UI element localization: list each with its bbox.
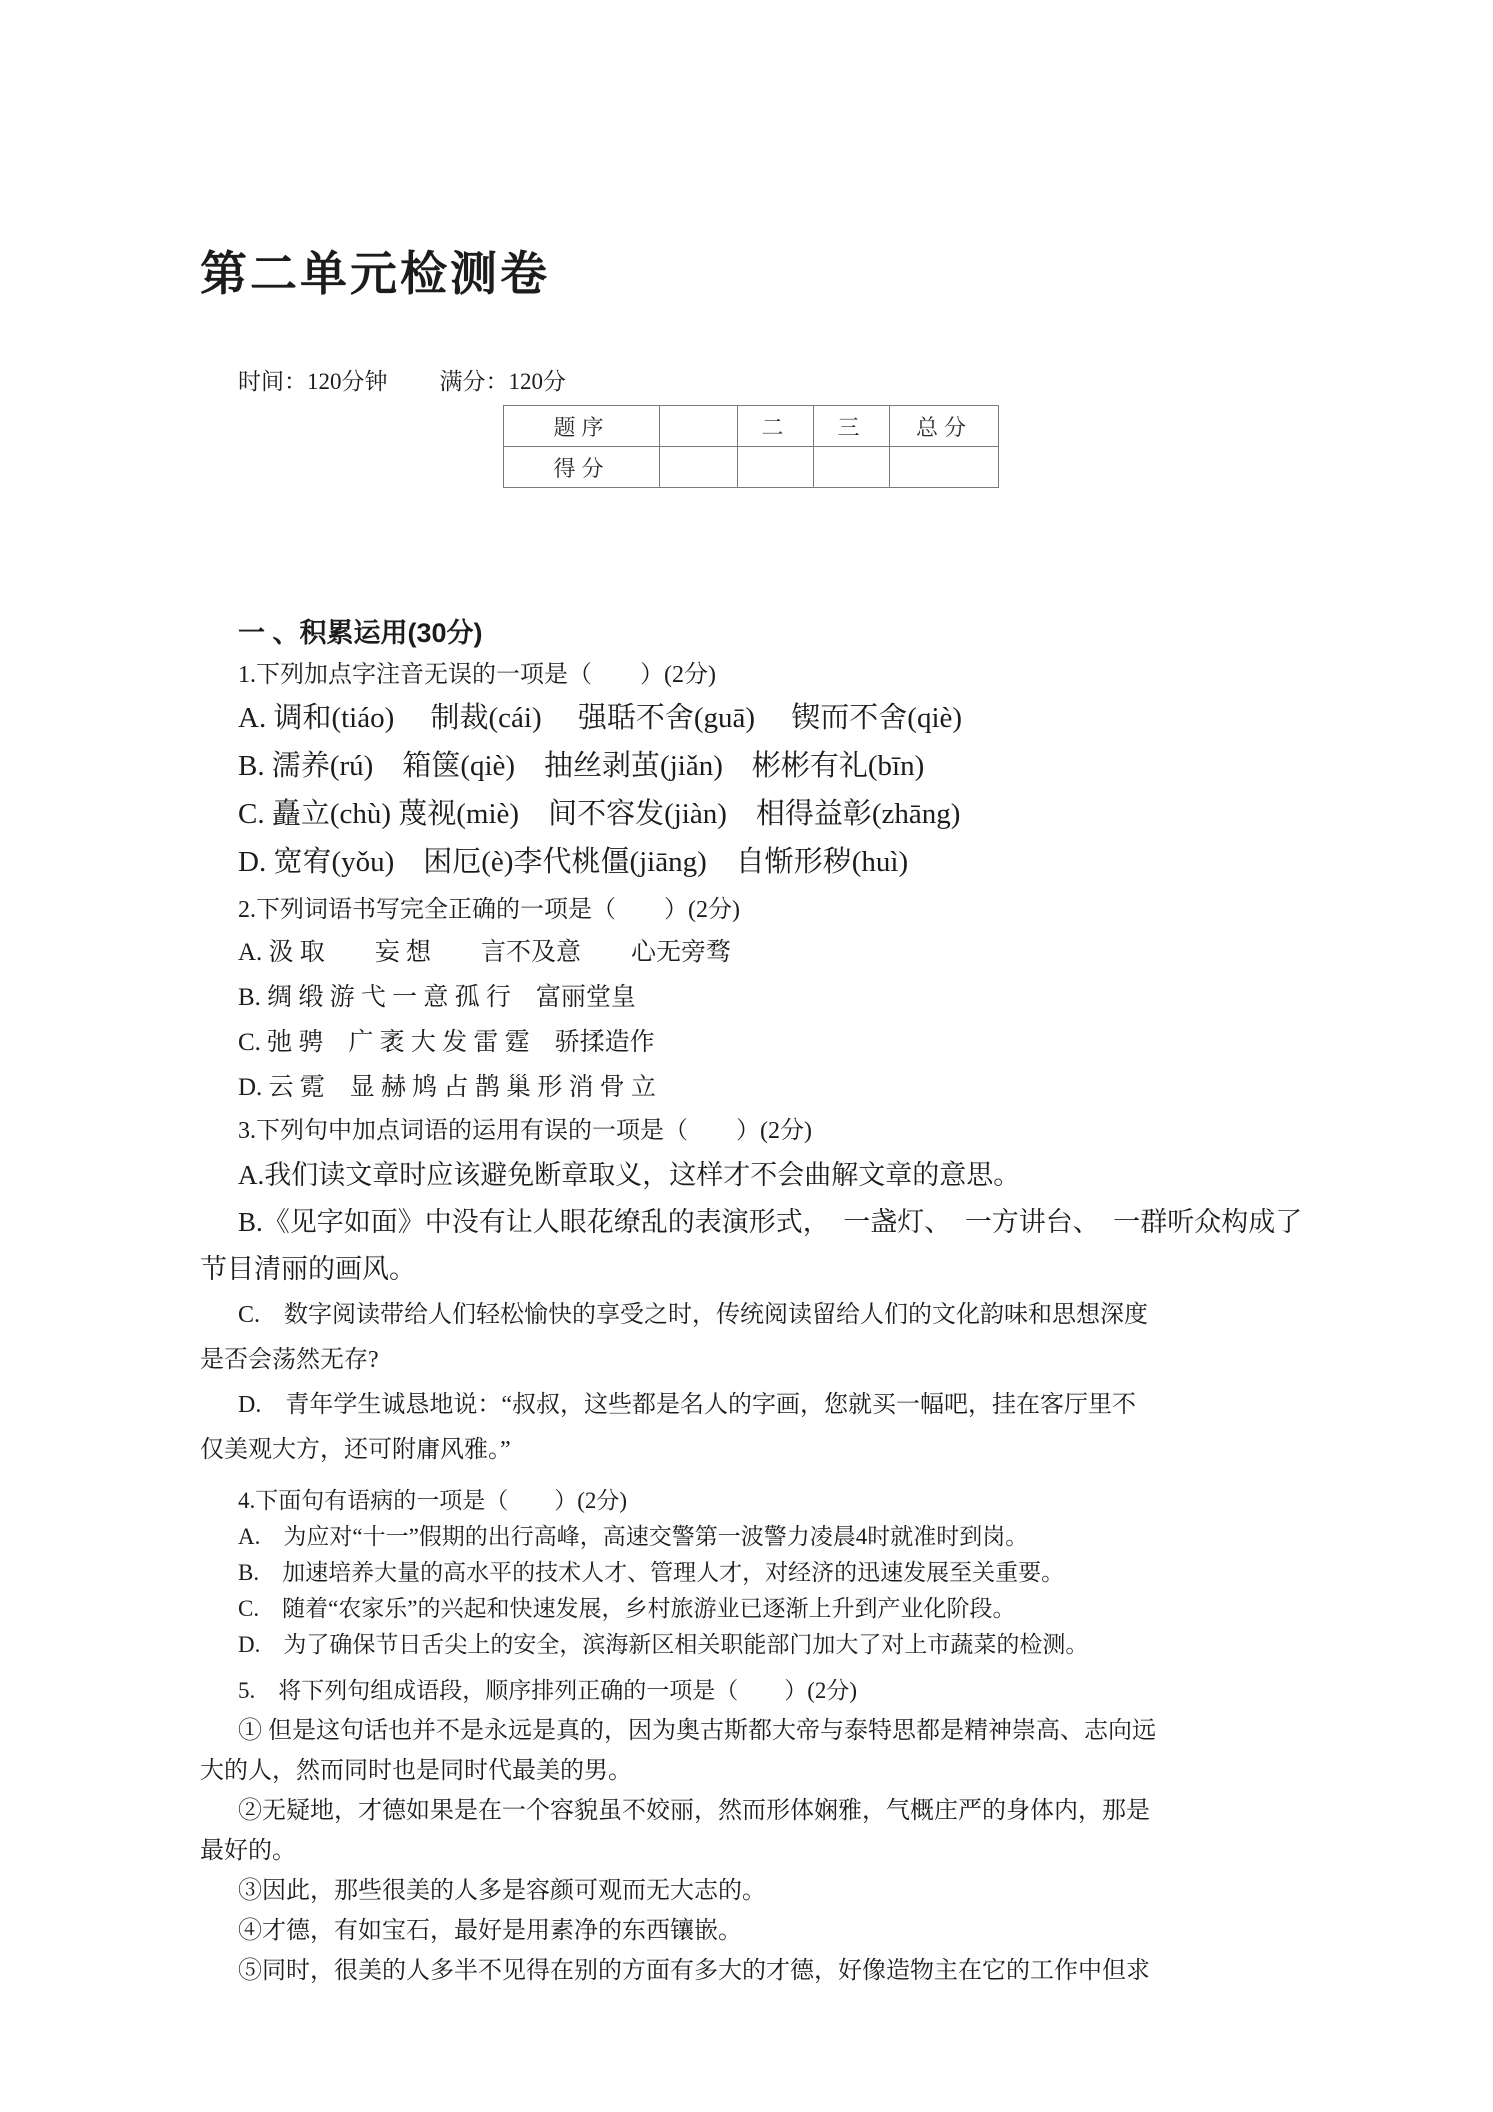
question-4-stem: 4.下面句有语病的一项是（ ）(2分) <box>238 1488 628 1513</box>
question-5-sentence-1-line1: ① 但是这句话也并不是永远是真的，因为奥古斯都大帝与泰特思都是精神崇高、志向远 <box>238 1718 1156 1744</box>
score-blank-cell-4 <box>890 447 999 488</box>
question-5-sentence-3: ③因此，那些很美的人多是容颜可观而无大志的。 <box>238 1878 766 1904</box>
score-table-header-row <box>504 406 999 447</box>
question-1-option-c: C. 矗立(chù) 蔑视(miè) 间不容发(jiàn) 相得益彰(zhāng) <box>238 798 961 830</box>
question-4-option-b: B. 加速培养大量的高水平的技术人才、管理人才，对经济的迅速发展至关重要。 <box>238 1560 1065 1585</box>
question-5-sentence-2-line2: 最好的。 <box>200 1838 296 1864</box>
question-1-option-d: D. 宽宥(yǒu) 困厄(è)李代桃僵(jiāng) 自惭形秽(huì) <box>238 846 909 878</box>
score-table-cell-part3: 三 <box>814 406 890 447</box>
question-2-option-c: C. 弛 骋 广 袤 大 发 雷 霆 骄揉造作 <box>238 1029 655 1056</box>
question-4-option-d: D. 为了确保节日舌尖上的安全，滨海新区相关职能部门加大了对上市蔬菜的检测。 <box>238 1632 1089 1657</box>
question-5-sentence-4: ④才德，有如宝石，最好是用素净的东西镶嵌。 <box>238 1918 742 1944</box>
question-3-option-b-line2: 节目清丽的画风。 <box>200 1254 416 1284</box>
question-1-stem: 1.下列加点字注音无误的一项是（ ）(2分) <box>238 662 716 688</box>
section-heading: 一 、积累运用(30分) <box>238 618 483 648</box>
score-blank-cell-1 <box>660 447 738 488</box>
question-3-option-a: A.我们读文章时应该避免断章取义，这样才不会曲解文章的意思。 <box>238 1160 1021 1190</box>
score-table-cell-total: 总分 <box>890 406 999 447</box>
question-1-option-b: B. 濡养(rú) 箱箧(qiè) 抽丝剥茧(jiǎn) 彬彬有礼(bīn) <box>238 750 925 782</box>
question-2-option-d: D. 云 霓 显 赫 鸠 占 鹊 巢 形 消 骨 立 <box>238 1074 657 1101</box>
score-label-cell: 得分 <box>504 447 660 488</box>
question-3-option-c-line1: C. 数字阅读带给人们轻松愉快的享受之时，传统阅读留给人们的文化韵味和思想深度 <box>238 1302 1149 1328</box>
question-4-option-c: C. 随着“农家乐”的兴起和快速发展，乡村旅游业已逐渐上升到产业化阶段。 <box>238 1596 1016 1621</box>
question-3-option-d-line2: 仅美观大方，还可附庸风雅。” <box>200 1437 511 1463</box>
question-3-option-c-line2: 是否会荡然无存? <box>200 1347 379 1373</box>
score-table-cell-part2: 二 <box>738 406 814 447</box>
score-table-cell-question-order: 题序 <box>504 406 660 447</box>
question-2-stem: 2.下列词语书写完全正确的一项是（ ）(2分) <box>238 897 740 923</box>
score-table <box>503 405 999 488</box>
question-5-sentence-1-line2: 大的人，然而同时也是同时代最美的男。 <box>200 1758 632 1784</box>
score-table-score-row <box>504 447 999 488</box>
question-1-option-a: A. 调和(tiáo) 制裁(cái) 强聒不舍(guā) 锲而不舍(qiè) <box>238 702 963 734</box>
question-2-option-b: B. 绸 缎 游 弋 一 意 孤 行 富丽堂皇 <box>238 984 636 1011</box>
question-3-option-d-line1: D. 青年学生诚恳地说：“叔叔，这些都是名人的字画，您就买一幅吧，挂在客厅里不 <box>238 1392 1136 1418</box>
question-4-option-a: A. 为应对“十一”假期的出行高峰，高速交警第一波警力凌晨4时就准时到岗。 <box>238 1524 1029 1549</box>
question-3-stem: 3.下列句中加点词语的运用有误的一项是（ ）(2分) <box>238 1118 812 1144</box>
score-table-cell-part1 <box>660 406 738 447</box>
question-5-sentence-2-line1: ②无疑地，才德如果是在一个容貌虽不姣丽，然而形体娴雅，气概庄严的身体内，那是 <box>238 1798 1150 1824</box>
full-score-label: 满分：120分 <box>439 369 566 394</box>
question-3-option-b-line1: B.《见字如面》中没有让人眼花缭乱的表演形式， 一盏灯、 一方讲台、 一群听众构成了 <box>238 1207 1303 1237</box>
question-5-sentence-5: ⑤同时，很美的人多半不见得在别的方面有多大的才德，好像造物主在它的工作中但求 <box>238 1958 1150 1984</box>
time-label: 时间：120分钟 <box>238 369 388 394</box>
score-blank-cell-2 <box>738 447 814 488</box>
score-blank-cell-3 <box>814 447 890 488</box>
paper-title: 第二单元检测卷 <box>200 249 550 301</box>
question-5-stem: 5. 将下列句组成语段，顺序排列正确的一项是（ ）(2分) <box>238 1678 858 1703</box>
paper-meta-line <box>200 367 1328 397</box>
question-2-option-a: A. 汲 取 妄 想 言不及意 心无旁骛 <box>238 939 732 966</box>
